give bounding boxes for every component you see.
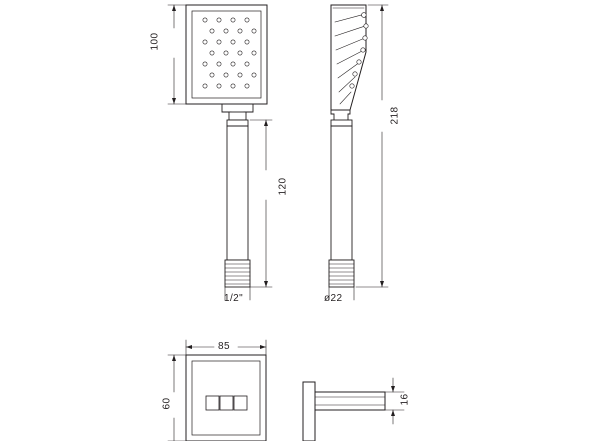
dimension-label-handle-length: 120: [277, 177, 289, 196]
side-view-handset: [329, 5, 368, 287]
dimension-label-handle-diameter: ø22: [324, 293, 343, 304]
dimension-label-plate-height: 60: [161, 397, 173, 410]
dimension-label-overall-length: 218: [389, 106, 401, 125]
dimension-label-plate-depth: 16: [399, 393, 411, 406]
side-view-outlet-plate: [303, 382, 385, 441]
dimension-label-plate-width: 85: [218, 341, 230, 352]
front-view-handset: [186, 5, 267, 287]
front-view-outlet-plate: [186, 355, 266, 441]
dimension-label-head-height: 100: [149, 32, 161, 51]
dimension-label-thread-size: 1/2": [224, 293, 244, 304]
